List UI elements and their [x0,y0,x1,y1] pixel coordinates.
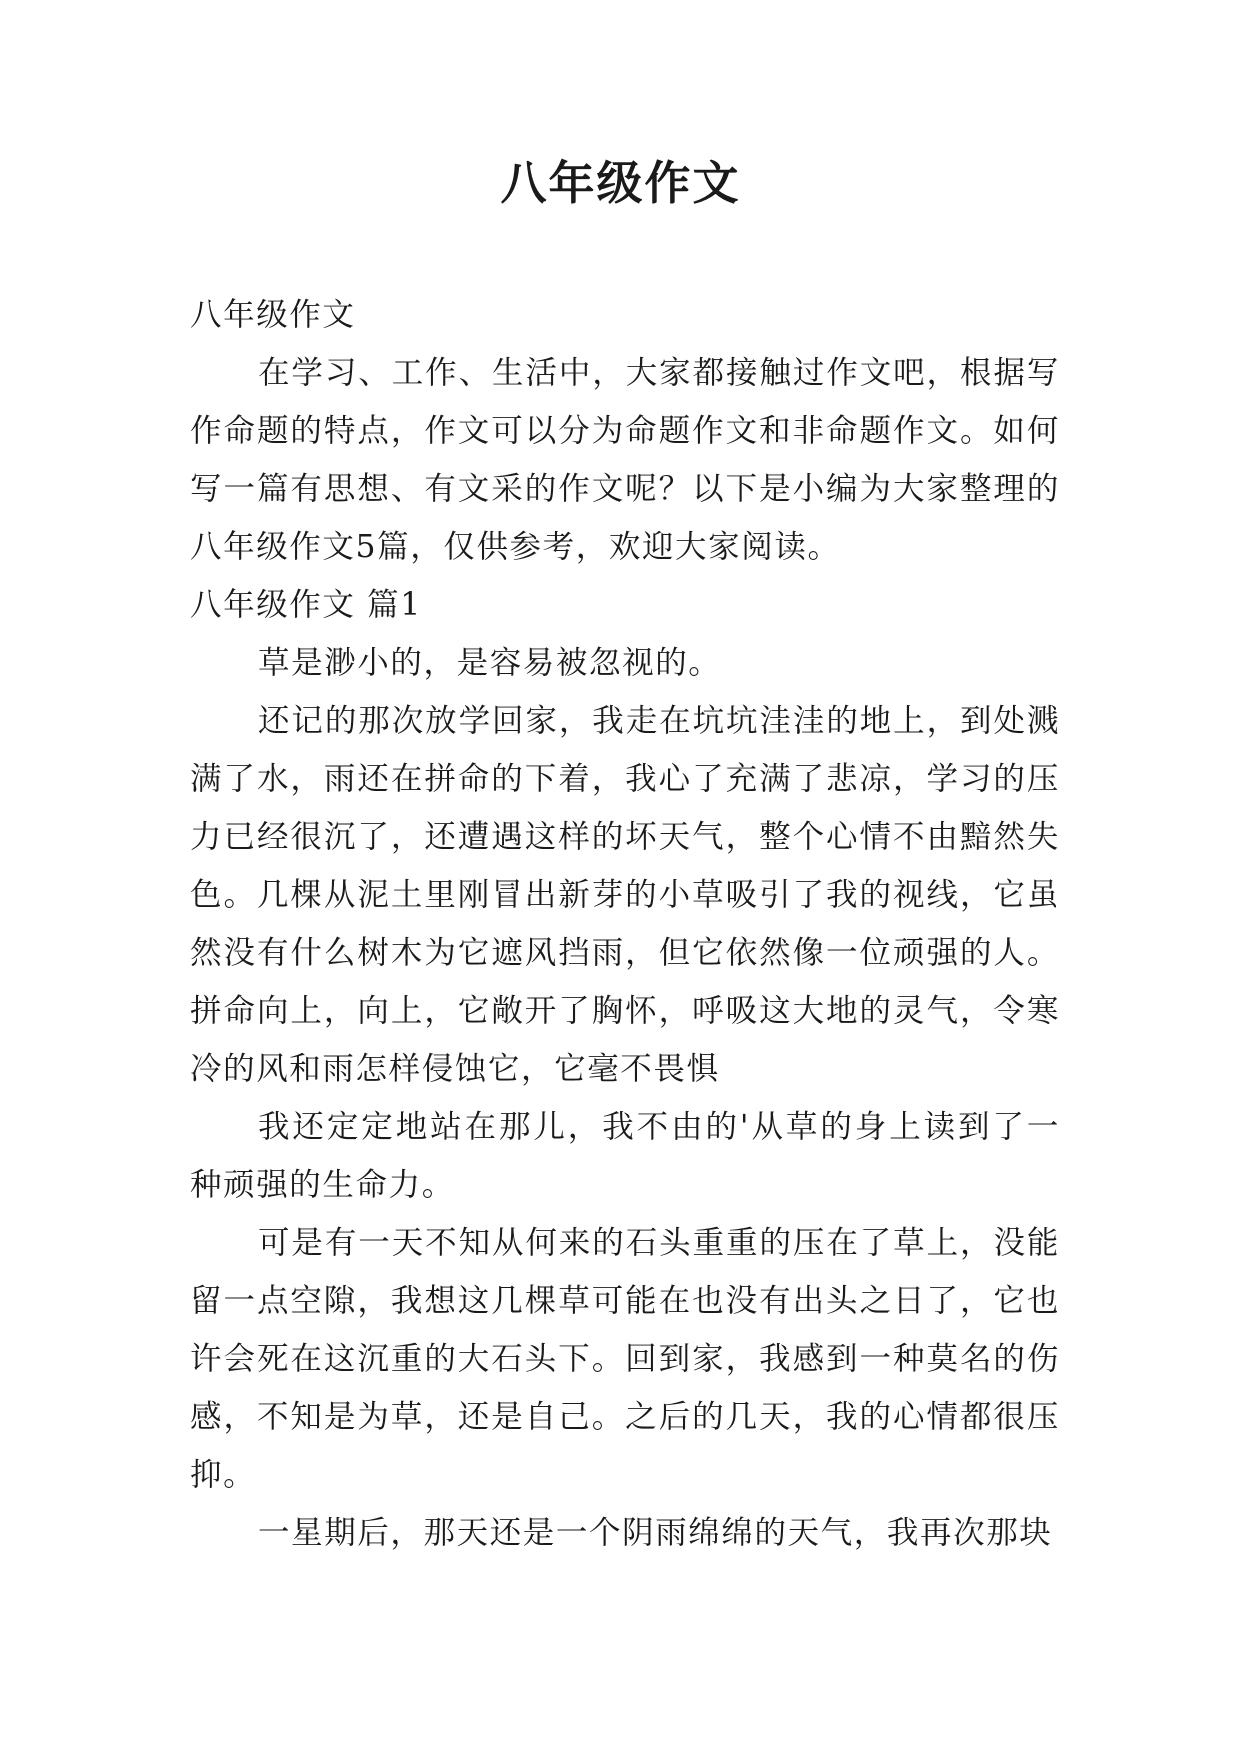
section-heading: 八年级作文 篇1 [190,587,422,623]
page-title: 八年级作文 [500,156,741,210]
paragraph: 草是渺小的，是容易被忽视的。 [258,645,722,681]
document-body [190,286,1060,1562]
paragraph: 还记的那次放学回家，我走在坑坑洼洼的地上，到处溅满了水，雨还在拼命的下着，我心了充满了悲凉，学习的压力已经很沉了，还遭遇这样的坏天气，整个心情不由黯然失色。几棵从泥土里刚冒出新芽的小草吸引了我的视线，它虽然没有什么树木为它遮风挡雨，但它依然像一位顽强的人。拼命向上，向上，它敞开了胸怀，呼吸这大地的灵气，令寒冷的风和雨怎样侵蚀它，它毫不畏惧 [190,703,1060,1087]
paragraph: 我还定定地站在那儿，我不由的'从草的身上读到了一种顽强的生命力。 [190,1109,1060,1203]
document-subtitle: 八年级作文 [190,297,356,333]
intro-paragraph: 在学习、工作、生活中，大家都接触过作文吧，根据写作命题的特点，作文可以分为命题作文和非命题作文。如何写一篇有思想、有文采的作文呢？以下是小编为大家整理的八年级作文5篇，仅供参考，欢迎大家阅读。 [190,355,1060,565]
paragraph: 一星期后，那天还是一个阴雨绵绵的天气，我再次那块 [258,1515,1053,1551]
paragraph: 可是有一天不知从何来的石头重重的压在了草上，没能留一点空隙，我想这几棵草可能在也没有出头之日了，它也许会死在这沉重的大石头下。回到家，我感到一种莫名的伤感，不知是为草，还是自己。之后的几天，我的心情都很压抑。 [190,1225,1060,1493]
